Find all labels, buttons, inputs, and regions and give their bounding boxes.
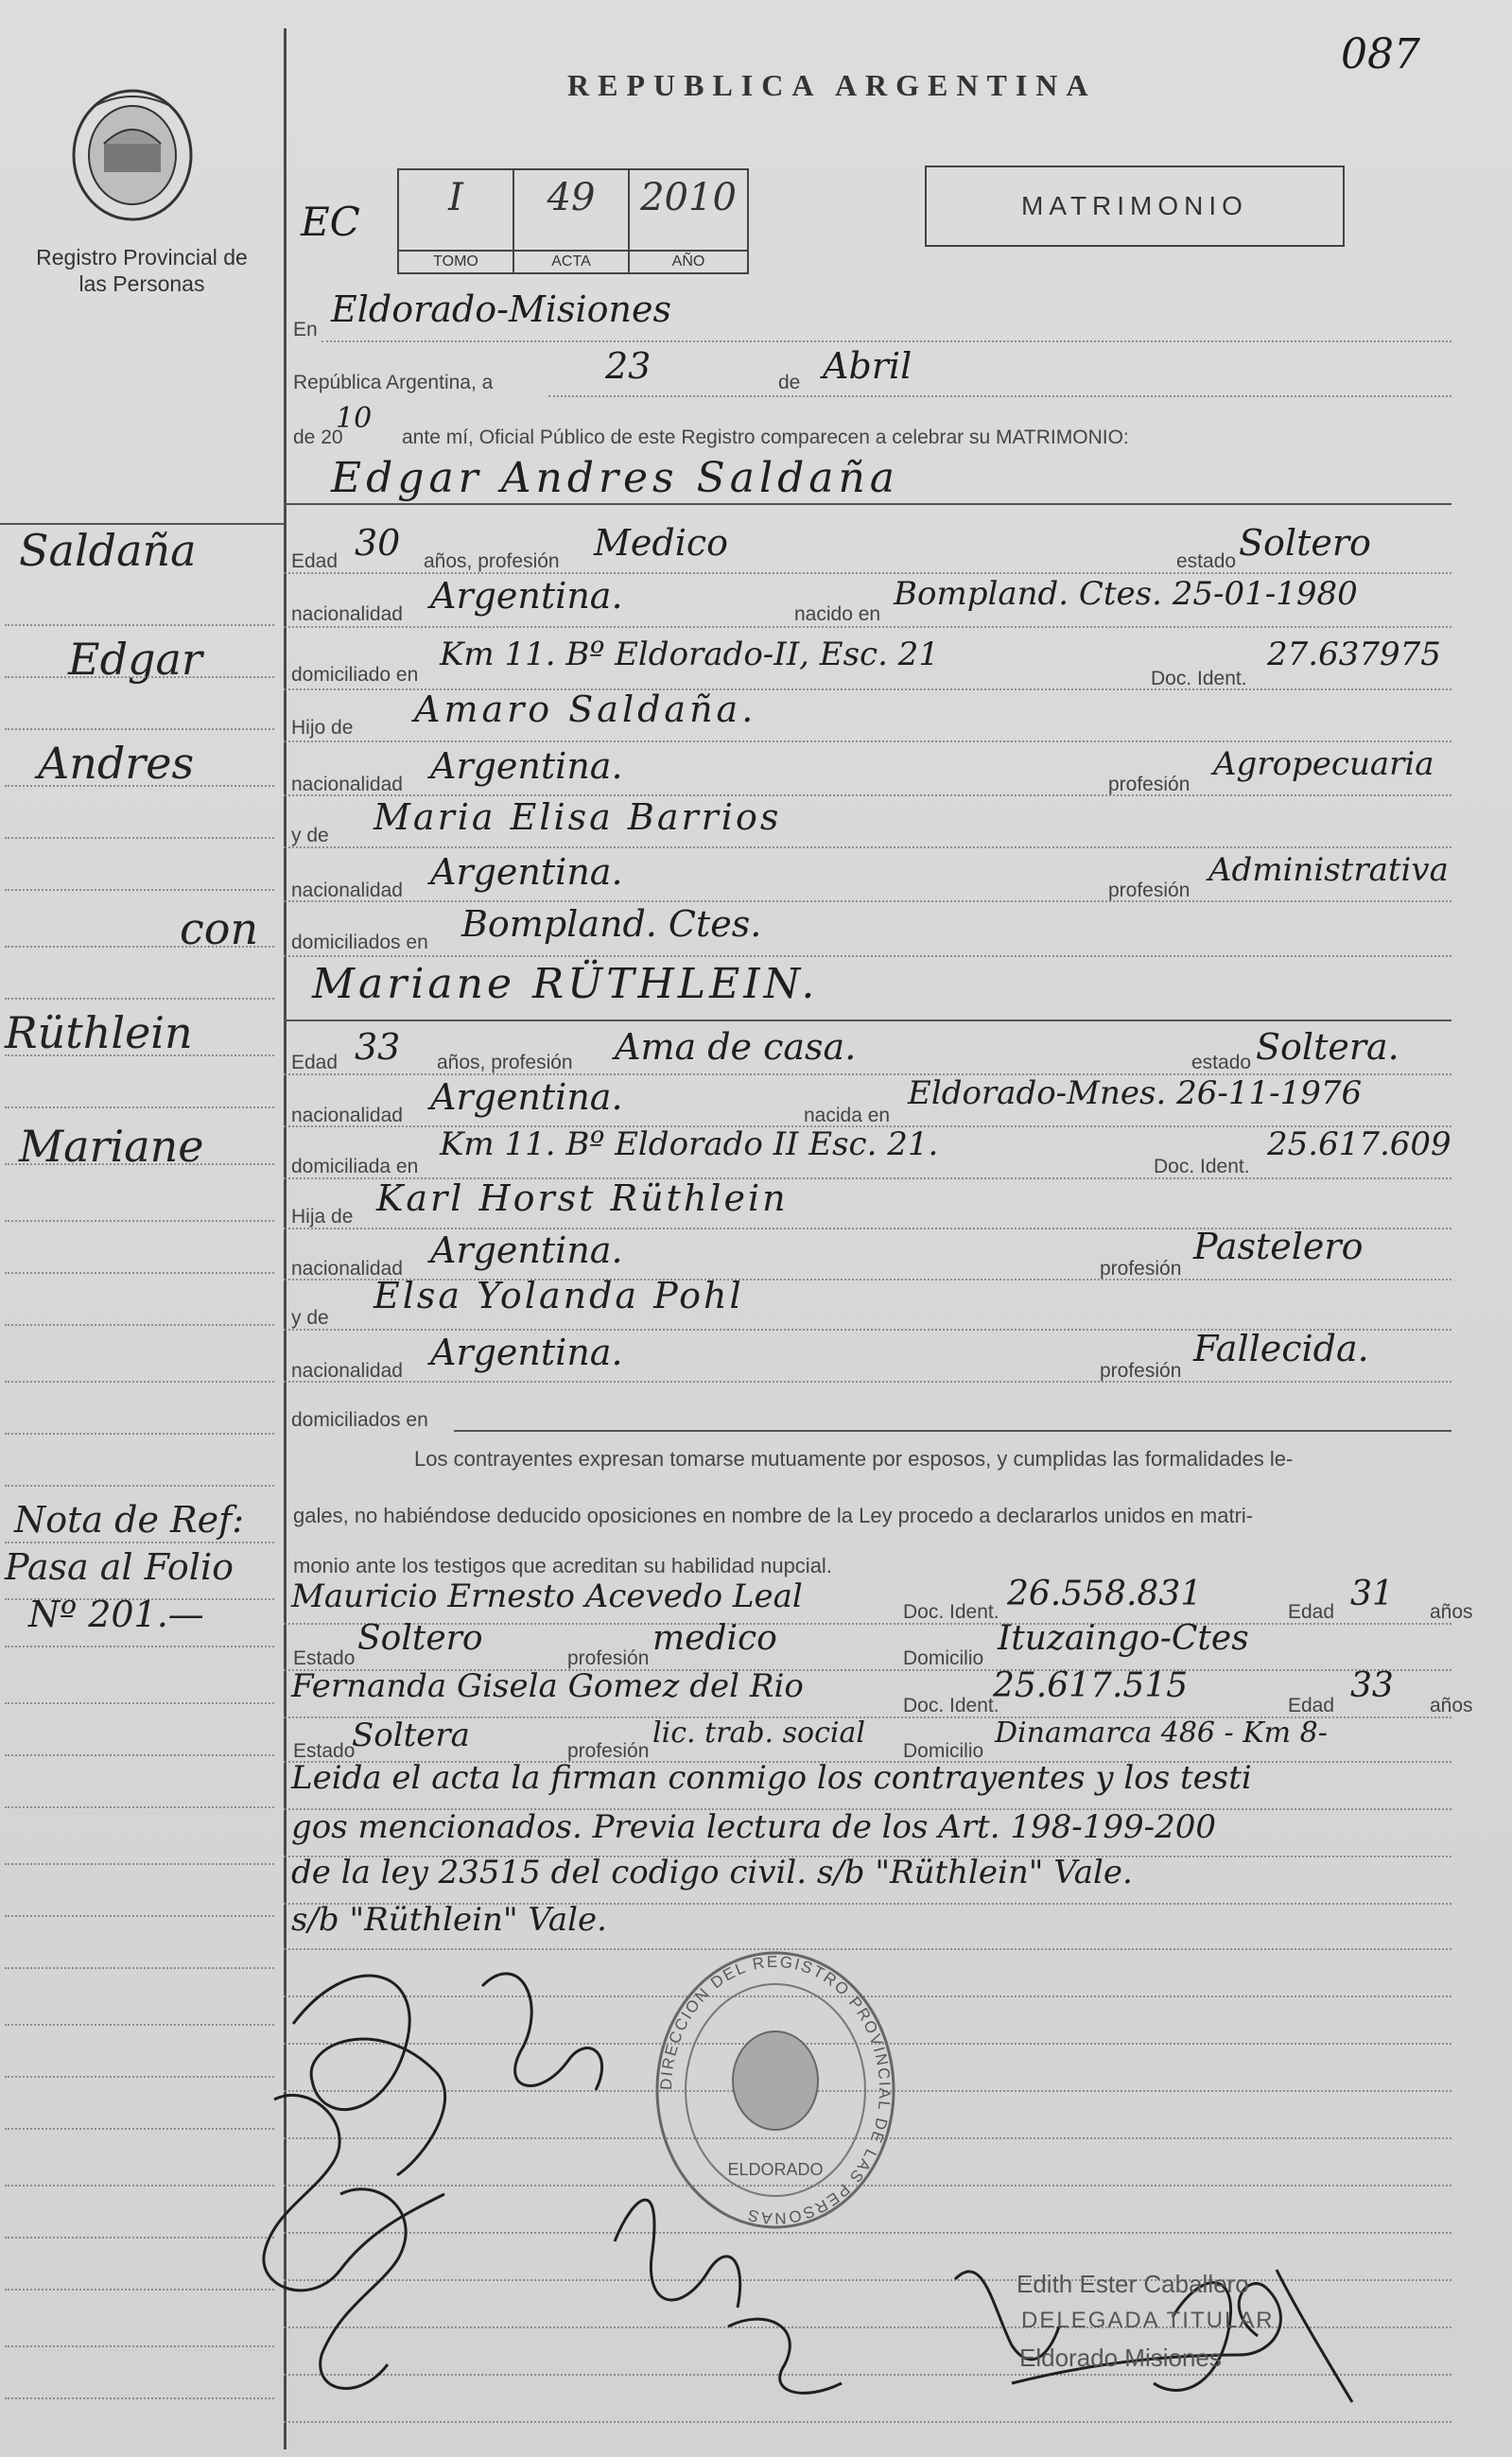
rule [5, 1806, 274, 1808]
groom-domiciliados-label: domiciliados en [291, 932, 428, 953]
groom-madre: Maria Elisa Barrios [374, 796, 782, 838]
rule [5, 1324, 274, 1326]
groom-yde-label: y de [291, 825, 329, 846]
rule [284, 955, 1451, 957]
witness-2-dom-label: Domicilio [903, 1740, 984, 1762]
margin-surname-groom: Saldaña [19, 525, 197, 576]
bride-dom: Km 11. Bº Eldorado II Esc. 21. [440, 1125, 939, 1163]
margin-pasa-folio: Pasa al Folio [5, 1546, 234, 1588]
witness-2-estado-label: Estado [293, 1740, 356, 1762]
witness-1-doc-label: Doc. Ident. [903, 1601, 999, 1623]
groom-full-name: Edgar Andres Saldaña [331, 454, 900, 502]
rule [284, 1381, 1451, 1383]
groom-profesion-label: años, profesión [424, 550, 560, 572]
closing-line-1: Leida el acta la firman conmigo los contrayentes y los testi [291, 1759, 1252, 1797]
bride-edad: 33 [355, 1026, 401, 1068]
rule [5, 728, 274, 730]
bride-full-name: Mariane RÜTHLEIN. [312, 960, 819, 1008]
act-type-box: MATRIMONIO [925, 166, 1345, 247]
bride-domiciliados-label: domiciliados en [291, 1409, 428, 1431]
bride-padre-nac: Argentina. [430, 1229, 623, 1271]
rule [284, 741, 1451, 742]
seal-ring-text: DIRECCION DEL REGISTRO PROVINCIAL DE LAS PERSONAS [656, 1952, 895, 2228]
de20-label: de 20 [293, 427, 343, 448]
margin-middle-groom: Andres [38, 738, 195, 789]
groom-domiciliados: Bompland. Ctes. [461, 903, 762, 945]
rule [284, 1019, 1451, 1021]
groom-dom: Km 11. Bº Eldorado-II, Esc. 21 [440, 636, 939, 673]
bride-yde-label: y de [291, 1307, 329, 1329]
groom-estado: Soltero [1239, 522, 1371, 564]
rule [5, 1646, 274, 1647]
rule [5, 624, 274, 626]
groom-madre-nac: Argentina. [430, 851, 623, 893]
groom-madre-prof: Administrativa [1208, 851, 1449, 889]
groom-padre-prof-label: profesión [1108, 774, 1190, 795]
page-number: 087 [1341, 30, 1420, 78]
bride-doc: 25.617.609 [1267, 1125, 1451, 1163]
rule [5, 1054, 274, 1056]
bride-nac-label: nacionalidad [291, 1105, 403, 1126]
anio-value: 2010 [640, 176, 737, 219]
rule [5, 2024, 274, 2026]
groom-madre-nac-label: nacionalidad [291, 880, 403, 901]
statement-line-3: monio ante los testigos que acreditan su habilidad nupcial. [293, 1554, 832, 1577]
rule [5, 1542, 274, 1543]
official-name: Edith Ester Caballero [1017, 2270, 1249, 2298]
en-label: En [293, 319, 318, 340]
rule [5, 1967, 274, 1969]
handwritten-signatures-icon [236, 1910, 1466, 2440]
groom-edad-label: Edad [291, 550, 339, 572]
anio-label: AÑO [630, 250, 747, 272]
groom-padre-nac: Argentina. [430, 745, 623, 787]
bride-estado-label: estado [1191, 1052, 1252, 1073]
rule [284, 846, 1451, 848]
republica-label: República Argentina, a [293, 372, 494, 393]
statement-line-2: gales, no habiéndose deducido oposiciones en nombre de la Ley procedo a declararlos unidos en matri- [293, 1504, 1254, 1527]
de-label: de [778, 372, 801, 393]
rule [322, 340, 1451, 342]
witness-2-dom: Dinamarca 486 - Km 8- [995, 1716, 1328, 1750]
statement-line-1: Los contrayentes expresan tomarse mutuamente por esposos, y cumplidas las formalidades le- [414, 1447, 1294, 1471]
groom-nac: Argentina. [430, 575, 623, 617]
bride-profesion-label: años, profesión [437, 1052, 573, 1073]
witness-1-name: Mauricio Ernesto Acevedo Leal [291, 1577, 803, 1615]
witness-2-prof-label: profesión [567, 1740, 650, 1762]
bride-dom-label: domiciliada en [291, 1156, 419, 1177]
rule [5, 2345, 274, 2347]
witness-2-edad: 33 [1350, 1666, 1394, 1705]
witness-1-doc: 26.558.831 [1007, 1575, 1203, 1613]
groom-edad: 30 [355, 522, 401, 564]
rule [5, 785, 274, 787]
groom-estado-label: estado [1176, 550, 1237, 572]
groom-nacido-label: nacido en [794, 603, 881, 625]
margin-given-groom: Edgar [68, 634, 202, 685]
bride-padre: Karl Horst Rüthlein [376, 1177, 789, 1219]
witness-1-prof-label: profesión [567, 1647, 650, 1669]
bride-profesion: Ama de casa. [615, 1026, 857, 1068]
groom-nac-label: nacionalidad [291, 603, 403, 625]
tomo-cell [399, 170, 514, 272]
bride-madre-prof: Fallecida. [1193, 1328, 1369, 1369]
anio-cell [630, 170, 747, 272]
rule [548, 395, 1451, 397]
rule [5, 2128, 274, 2130]
province-seal-icon [66, 87, 199, 229]
groom-nacido: Bompland. Ctes. 25-01-1980 [894, 575, 1358, 613]
groom-doc: 27.637975 [1267, 636, 1441, 673]
closing-line-2: gos mencionados. Previa lectura de los Art. 198-199-200 [291, 1808, 1216, 1846]
bride-doc-label: Doc. Ident. [1154, 1156, 1250, 1177]
witness-2-name: Fernanda Gisela Gomez del Rio [291, 1667, 804, 1705]
margin-given-bride: Mariane [19, 1121, 204, 1172]
bride-padre-prof: Pastelero [1193, 1226, 1364, 1267]
rule [454, 1430, 1451, 1432]
rule [5, 2076, 274, 2078]
groom-madre-prof-label: profesión [1108, 880, 1190, 901]
witness-1-prof: medico [652, 1619, 777, 1658]
witness-1-dom: Ituzaingo-Ctes [998, 1619, 1249, 1658]
margin-folio-number: Nº 201.— [28, 1594, 204, 1635]
rule [5, 946, 274, 948]
tomo-value: I [448, 176, 463, 219]
witness-2-edad-label: Edad [1288, 1695, 1335, 1716]
year-suffix: 10 [336, 402, 373, 435]
acta-cell [514, 170, 630, 272]
rule [5, 1915, 274, 1917]
bride-madre: Elsa Yolanda Pohl [374, 1275, 744, 1316]
witness-2-doc: 25.617.515 [993, 1666, 1189, 1705]
witness-1-edad-label: Edad [1288, 1601, 1335, 1623]
registry-name: Registro Provincial de las Personas [36, 245, 248, 296]
record-number-box [397, 168, 749, 274]
groom-dom-label: domiciliado en [291, 664, 419, 686]
groom-padre-nac-label: nacionalidad [291, 774, 403, 795]
seal-bottom-text: ELDORADO [727, 2160, 824, 2179]
rule [5, 1220, 274, 1222]
margin-con: con [180, 903, 259, 954]
rule [5, 676, 274, 678]
place-value: Eldorado-Misiones [331, 288, 672, 330]
rule [5, 1863, 274, 1865]
acta-value: 49 [547, 176, 596, 219]
groom-profesion: Medico [594, 522, 729, 564]
rule [284, 900, 1451, 902]
rule [5, 2397, 274, 2399]
month-value: Abril [823, 345, 912, 387]
acta-label: ACTA [514, 250, 628, 272]
groom-hijo-label: Hijo de [291, 717, 354, 739]
bride-edad-label: Edad [291, 1052, 339, 1073]
closing-line-4: s/b "Rüthlein" Vale. [291, 1901, 607, 1939]
rule [5, 2237, 274, 2239]
country-heading: REPUBLICA ARGENTINA [567, 68, 1097, 102]
bride-nacida: Eldorado-Mnes. 26-11-1976 [908, 1074, 1363, 1112]
rule [5, 889, 274, 891]
margin-nota-ref: Nota de Ref: [14, 1499, 244, 1541]
witness-2-prof: lic. trab. social [652, 1716, 865, 1750]
rule [284, 503, 1451, 505]
rule [5, 1163, 274, 1165]
witness-1-edad: 31 [1350, 1575, 1394, 1613]
rule [5, 1754, 274, 1756]
signatures [236, 1910, 1466, 2440]
official-role: DELEGADA TITULAR [1021, 2308, 1275, 2333]
rule [5, 2289, 274, 2291]
witness-2-doc-label: Doc. Ident. [903, 1695, 999, 1716]
tomo-label: TOMO [399, 250, 513, 272]
witness-1-anos-label: años [1430, 1601, 1473, 1623]
groom-padre: Amaro Saldaña. [414, 688, 757, 730]
bride-padre-nac-label: nacionalidad [291, 1258, 403, 1280]
witness-1-dom-label: Domicilio [903, 1647, 984, 1669]
witness-2-anos-label: años [1430, 1695, 1473, 1716]
witness-2-estado: Soltera [352, 1716, 470, 1754]
bride-madre-prof-label: profesión [1100, 1360, 1182, 1382]
bride-madre-nac-label: nacionalidad [291, 1360, 403, 1382]
rule [5, 1433, 274, 1435]
rule [5, 998, 274, 1000]
rule [284, 572, 1451, 574]
rule [5, 1107, 274, 1108]
rule [5, 837, 274, 839]
closing-line-3: de la ley 23515 del codigo civil. s/b "Rüthlein" Vale. [291, 1854, 1133, 1891]
groom-padre-prof: Agropecuaria [1213, 745, 1434, 783]
day-value: 23 [605, 345, 652, 387]
rule [5, 1485, 274, 1487]
rule [5, 1381, 274, 1383]
ec-mark: EC [301, 199, 360, 245]
ante-text: ante mí, Oficial Público de este Registro comparecen a celebrar su MATRIMONIO: [402, 427, 1129, 448]
rule [5, 2185, 274, 2187]
witness-1-estado: Soltero [357, 1619, 483, 1658]
bride-hija-label: Hija de [291, 1206, 354, 1228]
bride-madre-nac: Argentina. [430, 1332, 623, 1373]
margin-surname-bride: Rüthlein [5, 1007, 193, 1058]
witness-1-estado-label: Estado [293, 1647, 356, 1669]
rule [5, 1702, 274, 1704]
groom-doc-label: Doc. Ident. [1151, 668, 1247, 689]
bride-estado: Soltera. [1256, 1026, 1399, 1068]
province-logo [66, 87, 199, 229]
rule [5, 1272, 274, 1274]
official-place: Eldorado Misiones [1019, 2344, 1222, 2372]
bride-padre-prof-label: profesión [1100, 1258, 1182, 1280]
rule [284, 626, 1451, 628]
bride-nacida-label: nacida en [804, 1105, 891, 1126]
bride-nac: Argentina. [430, 1076, 623, 1118]
